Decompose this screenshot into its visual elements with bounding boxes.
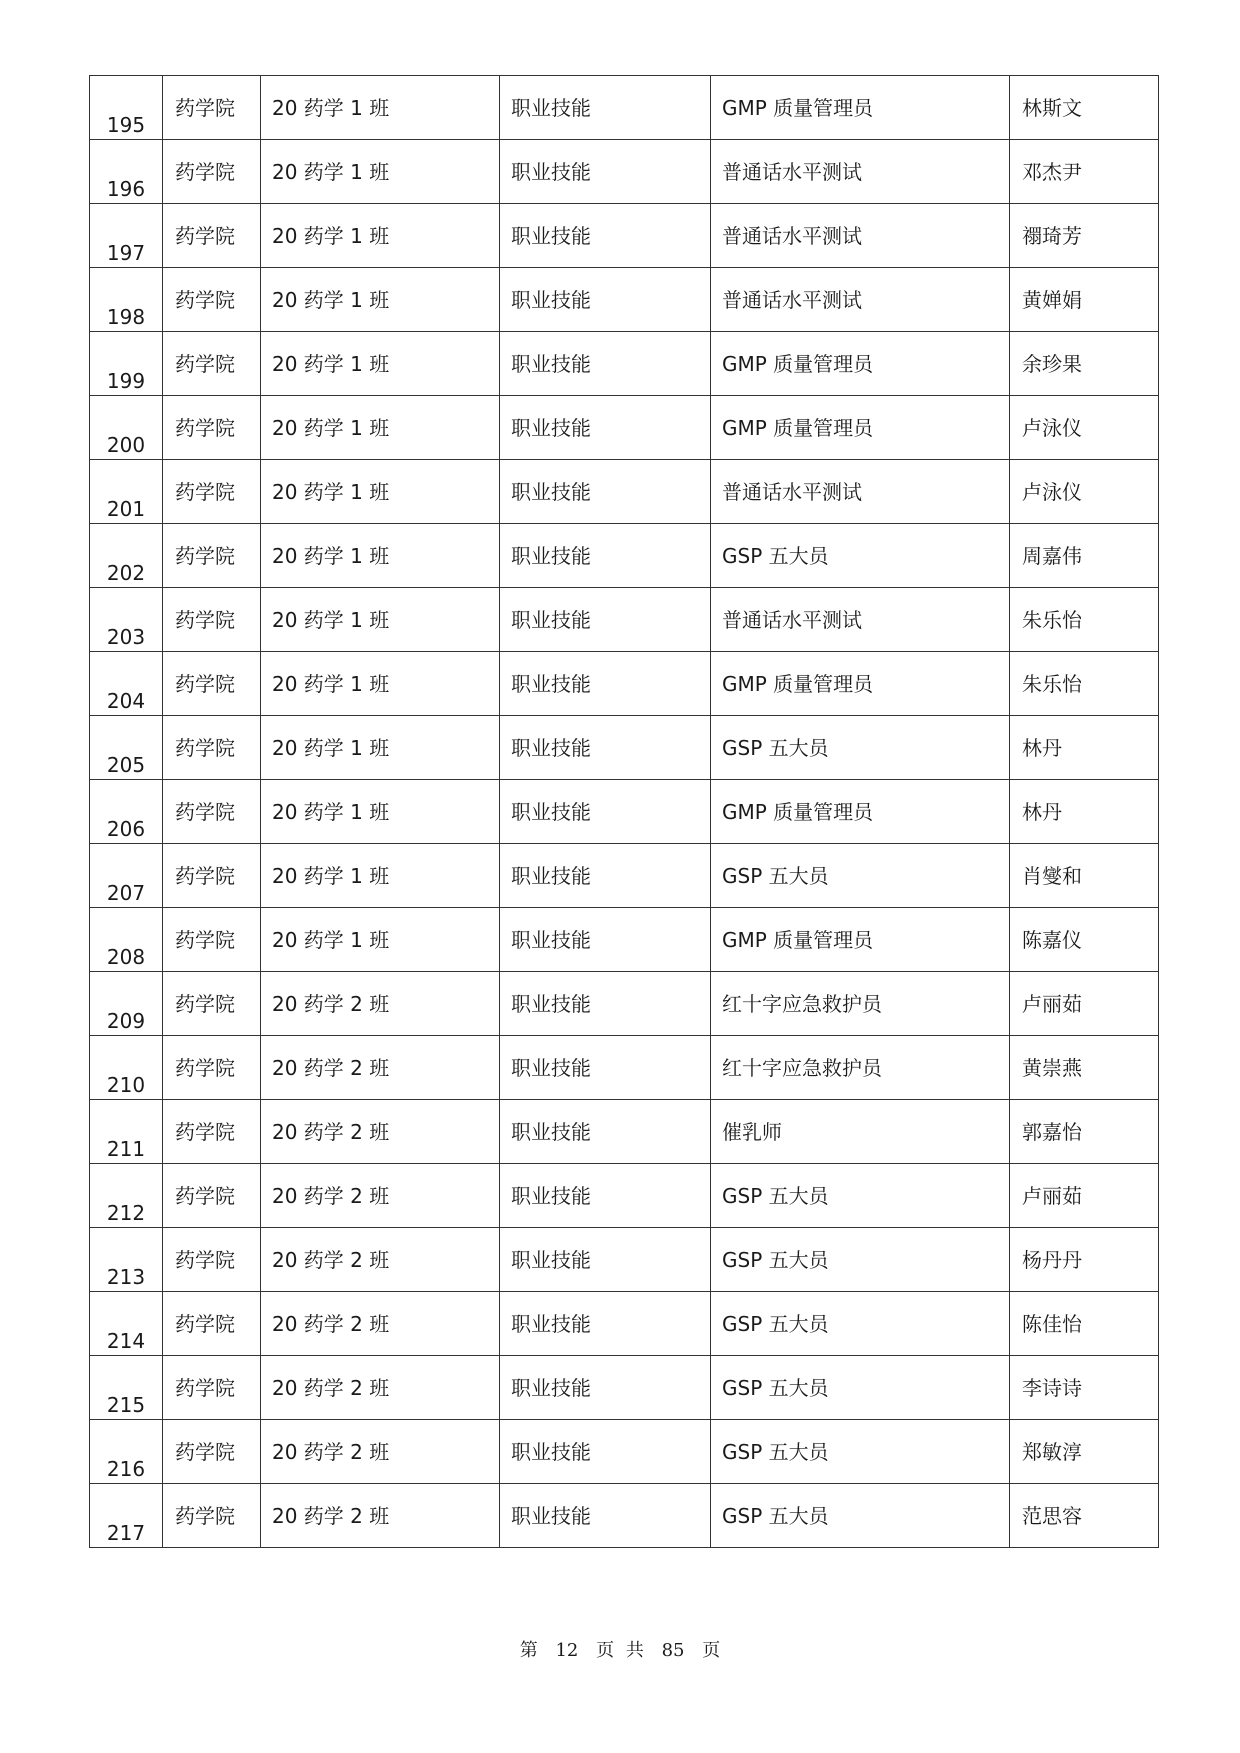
class-cell: 20 药学 1 班 — [261, 76, 500, 140]
certificate-cell: GSP 五大员 — [711, 1292, 1010, 1356]
student-name-cell: 范思容 — [1010, 1484, 1159, 1548]
certificate-cell: 普通话水平测试 — [711, 204, 1010, 268]
class-cell: 20 药学 1 班 — [261, 268, 500, 332]
category-cell: 职业技能 — [500, 908, 711, 972]
category-cell: 职业技能 — [500, 1100, 711, 1164]
class-cell: 20 药学 1 班 — [261, 716, 500, 780]
student-name-cell: 卢泳仪 — [1010, 460, 1159, 524]
row-number: 203 — [90, 588, 163, 652]
certificate-cell: GSP 五大员 — [711, 844, 1010, 908]
class-cell: 20 药学 2 班 — [261, 1356, 500, 1420]
table-row — [90, 76, 1159, 140]
student-name-cell: 郑敏淳 — [1010, 1420, 1159, 1484]
department-cell: 药学院 — [163, 908, 261, 972]
certificate-cell: GSP 五大员 — [711, 716, 1010, 780]
category-cell: 职业技能 — [500, 396, 711, 460]
department-cell: 药学院 — [163, 972, 261, 1036]
certificate-cell: 普通话水平测试 — [711, 460, 1010, 524]
category-cell: 职业技能 — [500, 1484, 711, 1548]
student-name-cell: 朱乐怡 — [1010, 588, 1159, 652]
category-cell: 职业技能 — [500, 1164, 711, 1228]
category-cell: 职业技能 — [500, 780, 711, 844]
row-number: 205 — [90, 716, 163, 780]
table-row — [90, 1036, 1159, 1100]
student-name-cell: 卢泳仪 — [1010, 396, 1159, 460]
category-cell: 职业技能 — [500, 972, 711, 1036]
category-cell: 职业技能 — [500, 76, 711, 140]
certificate-cell: GMP 质量管理员 — [711, 652, 1010, 716]
row-number: 199 — [90, 332, 163, 396]
department-cell: 药学院 — [163, 332, 261, 396]
certificate-cell: GSP 五大员 — [711, 524, 1010, 588]
department-cell: 药学院 — [163, 1164, 261, 1228]
row-number: 212 — [90, 1164, 163, 1228]
department-cell: 药学院 — [163, 1100, 261, 1164]
student-name-cell: 林丹 — [1010, 780, 1159, 844]
class-cell: 20 药学 2 班 — [261, 1292, 500, 1356]
table-row — [90, 396, 1159, 460]
department-cell: 药学院 — [163, 460, 261, 524]
department-cell: 药学院 — [163, 76, 261, 140]
certificate-cell: 红十字应急救护员 — [711, 1036, 1010, 1100]
row-number: 195 — [90, 76, 163, 140]
department-cell: 药学院 — [163, 780, 261, 844]
student-name-cell: 郭嘉怡 — [1010, 1100, 1159, 1164]
certificate-cell: 普通话水平测试 — [711, 140, 1010, 204]
certificate-cell: GMP 质量管理员 — [711, 780, 1010, 844]
student-name-cell: 陈嘉仪 — [1010, 908, 1159, 972]
category-cell: 职业技能 — [500, 204, 711, 268]
student-name-cell: 周嘉伟 — [1010, 524, 1159, 588]
page-footer — [0, 1636, 1240, 1662]
class-cell: 20 药学 1 班 — [261, 204, 500, 268]
class-cell: 20 药学 2 班 — [261, 972, 500, 1036]
row-number: 217 — [90, 1484, 163, 1548]
row-number: 209 — [90, 972, 163, 1036]
footer-middle: 页 共 — [596, 1640, 644, 1661]
department-cell: 药学院 — [163, 1420, 261, 1484]
table-row — [90, 908, 1159, 972]
table-row — [90, 332, 1159, 396]
certificate-cell: GSP 五大员 — [711, 1356, 1010, 1420]
certificate-cell: GMP 质量管理员 — [711, 908, 1010, 972]
student-name-cell: 卢丽茹 — [1010, 972, 1159, 1036]
table-row — [90, 652, 1159, 716]
row-number: 206 — [90, 780, 163, 844]
category-cell: 职业技能 — [500, 1420, 711, 1484]
department-cell: 药学院 — [163, 844, 261, 908]
footer-prefix: 第 — [519, 1640, 538, 1661]
row-number: 210 — [90, 1036, 163, 1100]
student-name-cell: 黄婵娟 — [1010, 268, 1159, 332]
certificate-cell: GMP 质量管理员 — [711, 332, 1010, 396]
table-row — [90, 716, 1159, 780]
class-cell: 20 药学 2 班 — [261, 1164, 500, 1228]
class-cell: 20 药学 2 班 — [261, 1420, 500, 1484]
certificate-cell: 催乳师 — [711, 1100, 1010, 1164]
category-cell: 职业技能 — [500, 1036, 711, 1100]
table-row — [90, 844, 1159, 908]
row-number: 207 — [90, 844, 163, 908]
department-cell: 药学院 — [163, 1356, 261, 1420]
certificate-cell: GSP 五大员 — [711, 1420, 1010, 1484]
class-cell: 20 药学 1 班 — [261, 332, 500, 396]
row-number: 215 — [90, 1356, 163, 1420]
row-number: 204 — [90, 652, 163, 716]
table-row — [90, 524, 1159, 588]
class-cell: 20 药学 1 班 — [261, 780, 500, 844]
row-number: 197 — [90, 204, 163, 268]
row-number: 200 — [90, 396, 163, 460]
category-cell: 职业技能 — [500, 1356, 711, 1420]
class-cell: 20 药学 1 班 — [261, 140, 500, 204]
row-number: 213 — [90, 1228, 163, 1292]
class-cell: 20 药学 2 班 — [261, 1484, 500, 1548]
department-cell: 药学院 — [163, 396, 261, 460]
class-cell: 20 药学 1 班 — [261, 908, 500, 972]
student-name-cell: 陈佳怡 — [1010, 1292, 1159, 1356]
row-number: 216 — [90, 1420, 163, 1484]
row-number: 201 — [90, 460, 163, 524]
table-row — [90, 1420, 1159, 1484]
certificate-cell: GMP 质量管理员 — [711, 76, 1010, 140]
class-cell: 20 药学 1 班 — [261, 524, 500, 588]
table-row — [90, 1356, 1159, 1420]
table-row — [90, 1164, 1159, 1228]
category-cell: 职业技能 — [500, 652, 711, 716]
table-row — [90, 588, 1159, 652]
department-cell: 药学院 — [163, 1228, 261, 1292]
student-name-cell: 卢丽茹 — [1010, 1164, 1159, 1228]
department-cell: 药学院 — [163, 1292, 261, 1356]
table-row — [90, 972, 1159, 1036]
row-number: 202 — [90, 524, 163, 588]
student-name-cell: 肖燮和 — [1010, 844, 1159, 908]
row-number: 214 — [90, 1292, 163, 1356]
footer-total-pages: 85 — [661, 1640, 685, 1661]
row-number: 196 — [90, 140, 163, 204]
student-name-cell: 林斯文 — [1010, 76, 1159, 140]
row-number: 198 — [90, 268, 163, 332]
student-name-cell: 李诗诗 — [1010, 1356, 1159, 1420]
category-cell: 职业技能 — [500, 588, 711, 652]
student-name-cell: 林丹 — [1010, 716, 1159, 780]
certificate-cell: 普通话水平测试 — [711, 588, 1010, 652]
table-row — [90, 460, 1159, 524]
class-cell: 20 药学 2 班 — [261, 1100, 500, 1164]
department-cell: 药学院 — [163, 268, 261, 332]
category-cell: 职业技能 — [500, 332, 711, 396]
department-cell: 药学院 — [163, 1484, 261, 1548]
class-cell: 20 药学 1 班 — [261, 396, 500, 460]
department-cell: 药学院 — [163, 588, 261, 652]
class-cell: 20 药学 2 班 — [261, 1036, 500, 1100]
table-row — [90, 204, 1159, 268]
footer-page-number: 12 — [555, 1640, 579, 1661]
class-cell: 20 药学 1 班 — [261, 460, 500, 524]
table-row — [90, 1100, 1159, 1164]
department-cell: 药学院 — [163, 204, 261, 268]
category-cell: 职业技能 — [500, 1292, 711, 1356]
certificate-cell: GSP 五大员 — [711, 1484, 1010, 1548]
department-cell: 药学院 — [163, 1036, 261, 1100]
category-cell: 职业技能 — [500, 268, 711, 332]
category-cell: 职业技能 — [500, 1228, 711, 1292]
category-cell: 职业技能 — [500, 140, 711, 204]
student-name-cell: 杨丹丹 — [1010, 1228, 1159, 1292]
table-row — [90, 1484, 1159, 1548]
class-cell: 20 药学 1 班 — [261, 652, 500, 716]
department-cell: 药学院 — [163, 716, 261, 780]
table-row — [90, 1228, 1159, 1292]
footer-suffix: 页 — [702, 1640, 721, 1661]
department-cell: 药学院 — [163, 652, 261, 716]
class-cell: 20 药学 2 班 — [261, 1228, 500, 1292]
certificate-cell: 普通话水平测试 — [711, 268, 1010, 332]
certificate-cell: GSP 五大员 — [711, 1228, 1010, 1292]
student-name-cell: 黄崇燕 — [1010, 1036, 1159, 1100]
student-name-cell: 禤琦芳 — [1010, 204, 1159, 268]
table-row — [90, 140, 1159, 204]
class-cell: 20 药学 1 班 — [261, 844, 500, 908]
student-name-cell: 余珍果 — [1010, 332, 1159, 396]
table-body — [90, 76, 1159, 1548]
class-cell: 20 药学 1 班 — [261, 588, 500, 652]
certificate-cell: GSP 五大员 — [711, 1164, 1010, 1228]
student-name-cell: 朱乐怡 — [1010, 652, 1159, 716]
student-name-cell: 邓杰尹 — [1010, 140, 1159, 204]
department-cell: 药学院 — [163, 524, 261, 588]
certificate-cell: GMP 质量管理员 — [711, 396, 1010, 460]
category-cell: 职业技能 — [500, 460, 711, 524]
department-cell: 药学院 — [163, 140, 261, 204]
category-cell: 职业技能 — [500, 844, 711, 908]
table-row — [90, 268, 1159, 332]
certificate-cell: 红十字应急救护员 — [711, 972, 1010, 1036]
category-cell: 职业技能 — [500, 524, 711, 588]
table-row — [90, 780, 1159, 844]
row-number: 211 — [90, 1100, 163, 1164]
table-row — [90, 1292, 1159, 1356]
row-number: 208 — [90, 908, 163, 972]
category-cell: 职业技能 — [500, 716, 711, 780]
certificate-table — [89, 75, 1159, 1548]
